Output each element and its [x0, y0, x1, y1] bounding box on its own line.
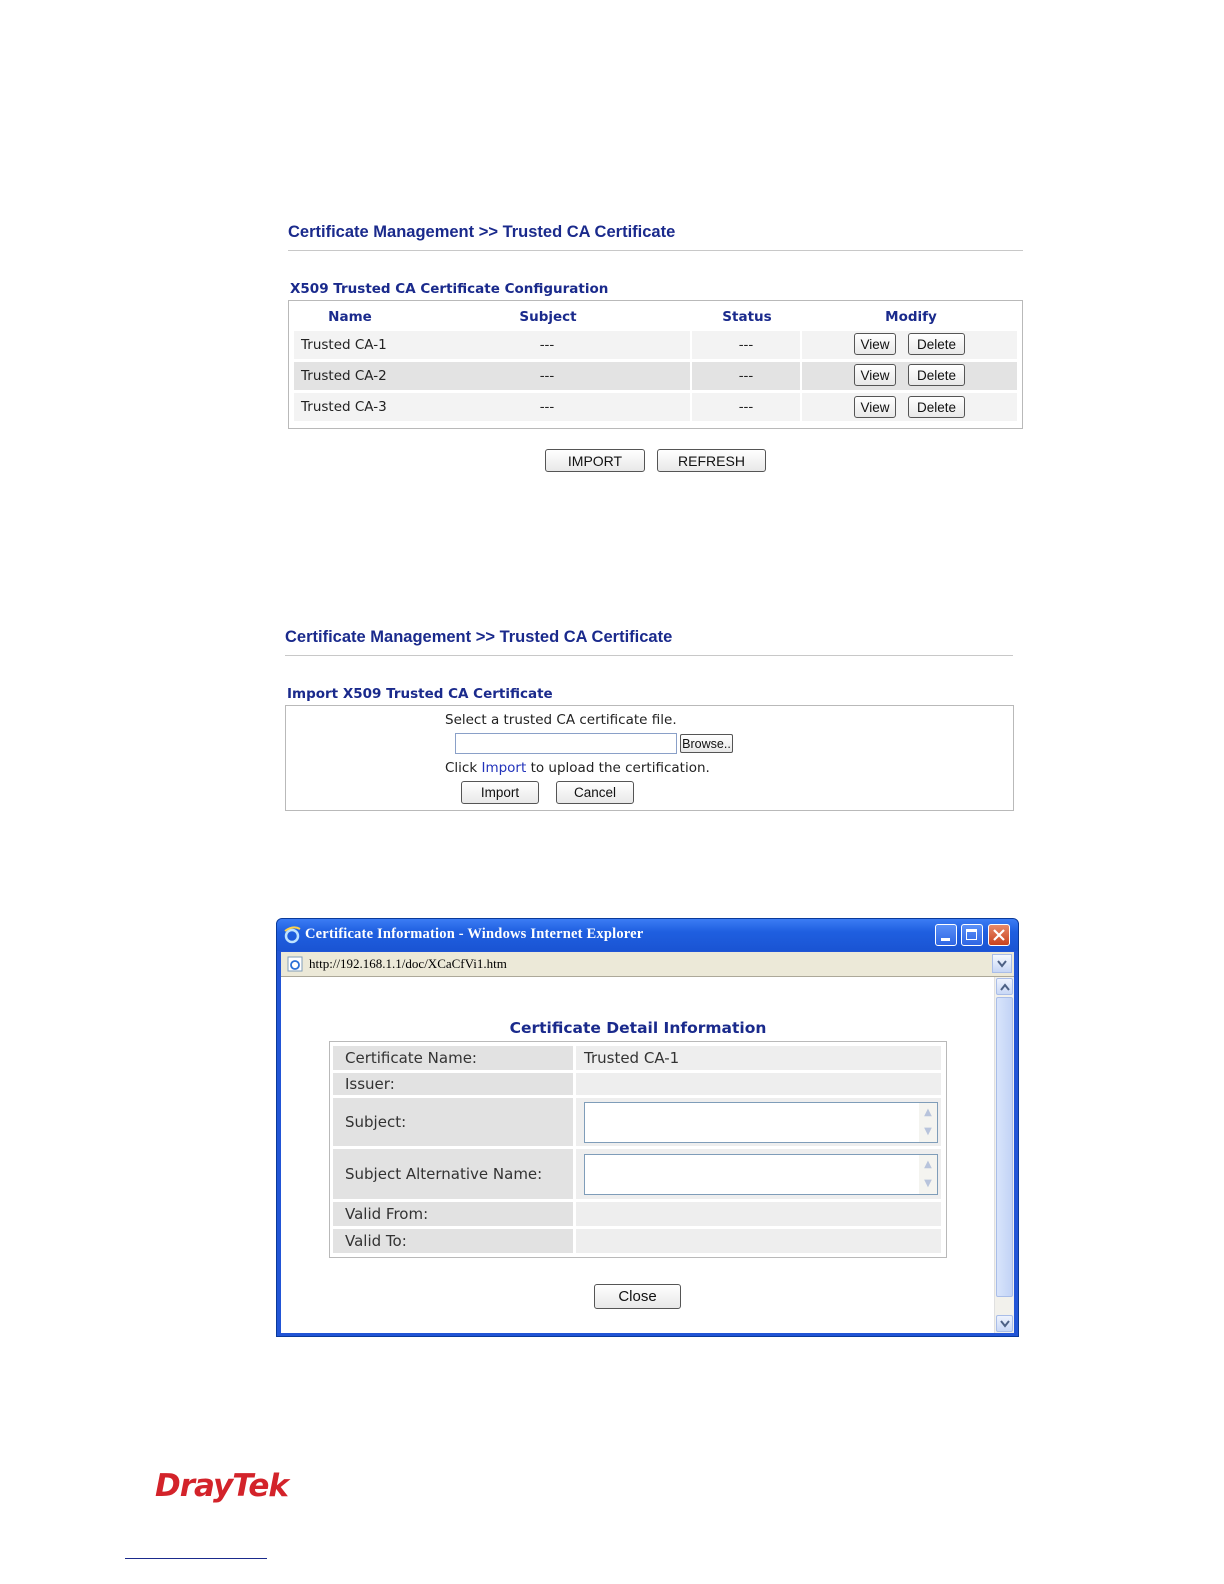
scroll-up-icon: ▲: [924, 1159, 932, 1170]
view-button-2[interactable]: View: [854, 364, 896, 386]
chevron-up-icon: [1000, 983, 1010, 991]
table-row-name: Trusted CA-2: [294, 362, 409, 390]
import-hint: [445, 760, 710, 776]
table-row-name: Trusted CA-3: [294, 393, 409, 421]
delete-button-2[interactable]: Delete: [908, 364, 965, 386]
browse-button[interactable]: Browse..: [680, 734, 733, 753]
import-subtitle: Import X509 Trusted CA Certificate: [287, 686, 553, 702]
valid-to-value: [576, 1229, 941, 1253]
import-submit-button[interactable]: Import: [461, 781, 539, 804]
view-button-1[interactable]: View: [854, 333, 896, 355]
table-row-status: ---: [692, 331, 800, 359]
table-row-subject: ---: [404, 362, 690, 390]
table-row-subject: ---: [404, 393, 690, 421]
chevron-down-icon: [997, 960, 1007, 968]
close-button[interactable]: Close: [594, 1284, 681, 1309]
issuer-value: [576, 1073, 941, 1095]
scroll-up-button[interactable]: [996, 978, 1013, 995]
column-header-modify: Modify: [885, 309, 937, 325]
detail-table: [329, 1041, 947, 1258]
window-scrollbar[interactable]: [994, 977, 1014, 1333]
chevron-down-icon: [1000, 1320, 1010, 1328]
maximize-button[interactable]: [961, 924, 983, 946]
window-content: [281, 977, 1014, 1333]
page-icon: [287, 956, 303, 972]
title-divider: [288, 250, 1023, 251]
column-header-status: Status: [722, 309, 772, 325]
ca-table: [288, 300, 1023, 429]
section-subtitle: X509 Trusted CA Certificate Configuration: [290, 281, 609, 297]
address-text: http://192.168.1.1/doc/XCaCfVi1.htm: [309, 956, 507, 971]
page-title: Certificate Management >> Trusted CA Certificate: [288, 223, 676, 241]
subject-scrollbar[interactable]: [919, 1103, 937, 1142]
certificate-name-label: Certificate Name:: [333, 1046, 573, 1070]
draytek-logo: DrayTek: [155, 1468, 288, 1504]
detail-title: Certificate Detail Information: [509, 1019, 767, 1037]
table-row-status: ---: [692, 393, 800, 421]
issuer-label: Issuer:: [333, 1073, 573, 1095]
address-dropdown[interactable]: [992, 954, 1012, 973]
hint-suffix: to upload the certification.: [526, 760, 710, 776]
scroll-down-icon: ▼: [924, 1178, 932, 1189]
import-instruction: Select a trusted CA certificate file.: [445, 712, 677, 728]
window-title: Certificate Information - Windows Internet Explorer: [305, 926, 644, 942]
subject-textarea[interactable]: [584, 1102, 938, 1143]
ie-window: [276, 918, 1019, 1337]
address-bar[interactable]: [281, 952, 1014, 977]
delete-button-3[interactable]: Delete: [908, 396, 965, 418]
column-header-name: Name: [328, 309, 372, 325]
file-path-input[interactable]: [455, 733, 677, 754]
footer-rule: [125, 1558, 267, 1559]
valid-to-label: Valid To:: [333, 1229, 573, 1253]
valid-from-label: Valid From:: [333, 1202, 573, 1226]
window-titlebar: [277, 919, 1018, 951]
view-button-3[interactable]: View: [854, 396, 896, 418]
delete-button-1[interactable]: Delete: [908, 333, 965, 355]
san-label: Subject Alternative Name:: [333, 1149, 573, 1199]
import-link[interactable]: Import: [481, 760, 527, 776]
column-header-subject: Subject: [519, 309, 577, 325]
certificate-name-value: Trusted CA-1: [576, 1046, 941, 1070]
close-window-button[interactable]: [988, 924, 1010, 946]
table-row-name: Trusted CA-1: [294, 331, 409, 359]
scroll-down-button[interactable]: [996, 1315, 1013, 1332]
valid-from-value: [576, 1202, 941, 1226]
close-icon: [993, 929, 1005, 941]
import-button[interactable]: IMPORT: [545, 449, 645, 472]
table-row-subject: ---: [404, 331, 690, 359]
import-page-title: Certificate Management >> Trusted CA Certificate: [285, 628, 673, 646]
san-textarea[interactable]: [584, 1154, 938, 1195]
import-title-divider: [285, 655, 1013, 656]
minimize-button[interactable]: [935, 924, 957, 946]
cancel-button[interactable]: Cancel: [556, 781, 634, 804]
import-box: [285, 705, 1014, 811]
refresh-button[interactable]: REFRESH: [657, 449, 766, 472]
hint-prefix: Click: [445, 760, 482, 776]
ie-logo-icon: [283, 926, 301, 944]
scroll-thumb[interactable]: [996, 997, 1013, 1297]
scroll-up-icon: ▲: [924, 1107, 932, 1118]
san-scrollbar[interactable]: [919, 1155, 937, 1194]
subject-label: Subject:: [333, 1098, 573, 1146]
scroll-down-icon: ▼: [924, 1126, 932, 1137]
table-row-status: ---: [692, 362, 800, 390]
